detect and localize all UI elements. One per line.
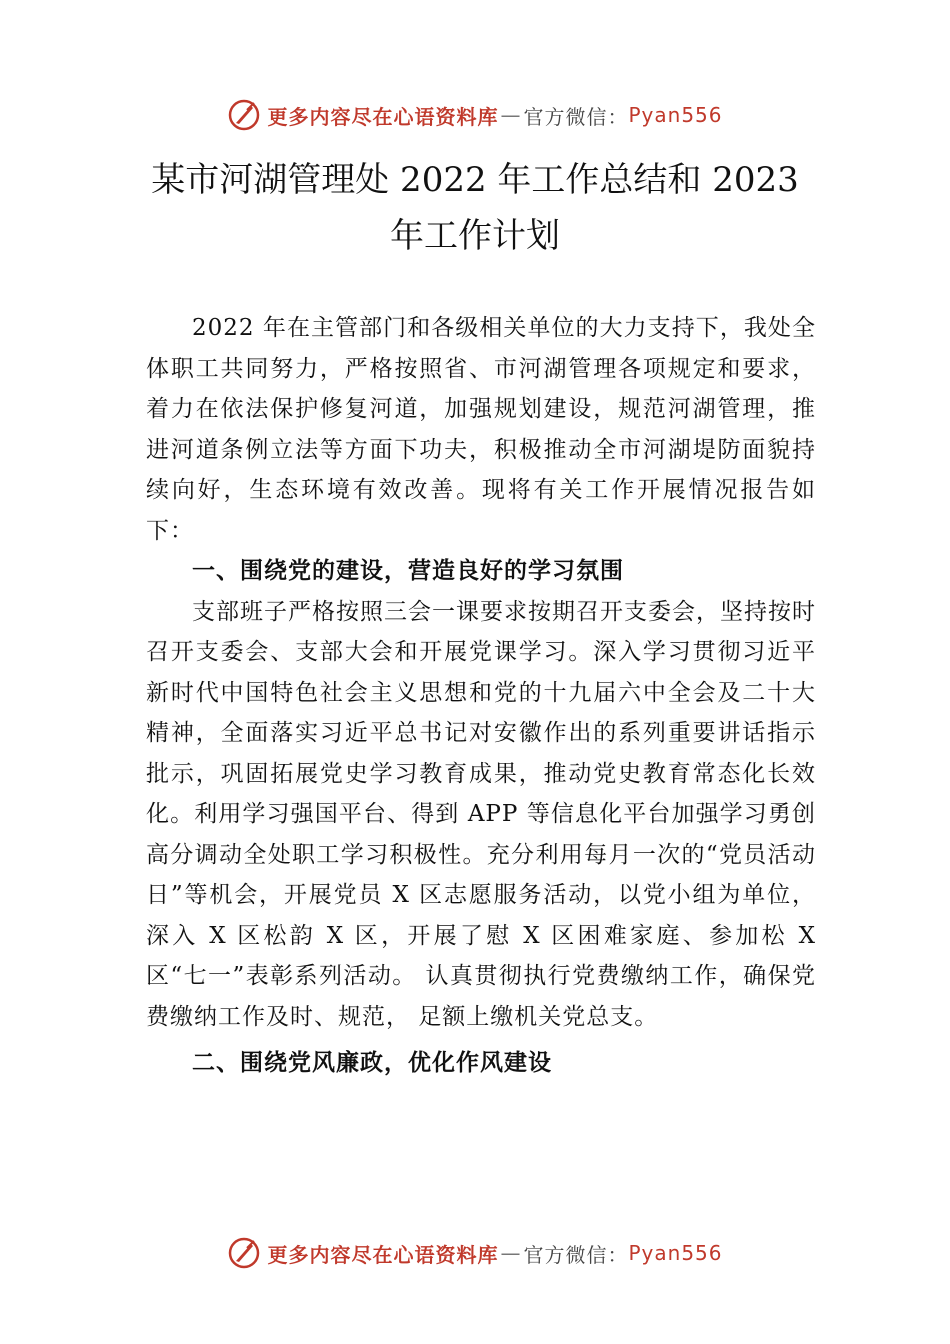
- banner-dash: —: [500, 103, 522, 127]
- quill-logo-icon: [227, 98, 261, 132]
- banner-site-name: 更多内容尽在心语资料库: [267, 104, 499, 129]
- banner-wechat-label: 官方微信：: [523, 1242, 629, 1267]
- section-1-heading: 一、围绕党的建设，营造良好的学习氛围: [192, 558, 624, 584]
- quill-logo-icon: [227, 1236, 261, 1270]
- banner-wechat-label: 官方微信：: [523, 104, 629, 129]
- section-2-heading: 二、围绕党风廉政，优化作风建设: [192, 1050, 552, 1076]
- banner-wechat-id: Pyan556: [628, 103, 723, 127]
- section-1-paragraph: 支部班子严格按照三会一课要求按期召开支委会，坚持按时召开支委会、支部大会和开展党课学习。深入学习贯彻习近平新时代中国特色社会主义思想和党的十九届六中全会及二十大精神，全面落实习近平总书记对安徽作出的系列重要讲话指示批示，巩固拓展党史学习教育成果，推动党史教育常态化长效化。利用学习强国平台、得到 APP 等信息化平台加强学习勇创高分调动全处职工学习积极性。充分利用每月一次的“党员活动日”等机会，开展党员 X 区志愿服务活动，以党小组为单位，深入 X 区松韵 X 区，开展了慰 X 区困难家庭、参加松 X 区“七一”表彰系列活动。 认真贯彻执行党费缴纳工作，确保党费缴纳工作及时、规范， 足额上缴机关党总支。: [146, 598, 816, 1030]
- banner-wechat-id: Pyan556: [628, 1241, 723, 1265]
- banner-site-name: 更多内容尽在心语资料库: [267, 1242, 499, 1267]
- header-banner: [0, 95, 950, 135]
- intro-paragraph: 2022 年在主管部门和各级相关单位的大力支持下，我处全体职工共同努力，严格按照省、市河湖管理各项规定和要求，着力在依法保护修复河道，加强规划建设，规范河湖管理，推进河道条例立法等方面下功夫，积极推动全市河湖堤防面貌持续向好，生态环境有效改善。现将有关工作开展情况报告如下：: [146, 315, 816, 544]
- banner-dash: —: [500, 1241, 522, 1265]
- document-title: 某市河湖管理处 2022 年工作总结和 2023 年工作计划: [151, 160, 799, 256]
- document-body: [146, 308, 816, 1084]
- footer-banner: [0, 1233, 950, 1273]
